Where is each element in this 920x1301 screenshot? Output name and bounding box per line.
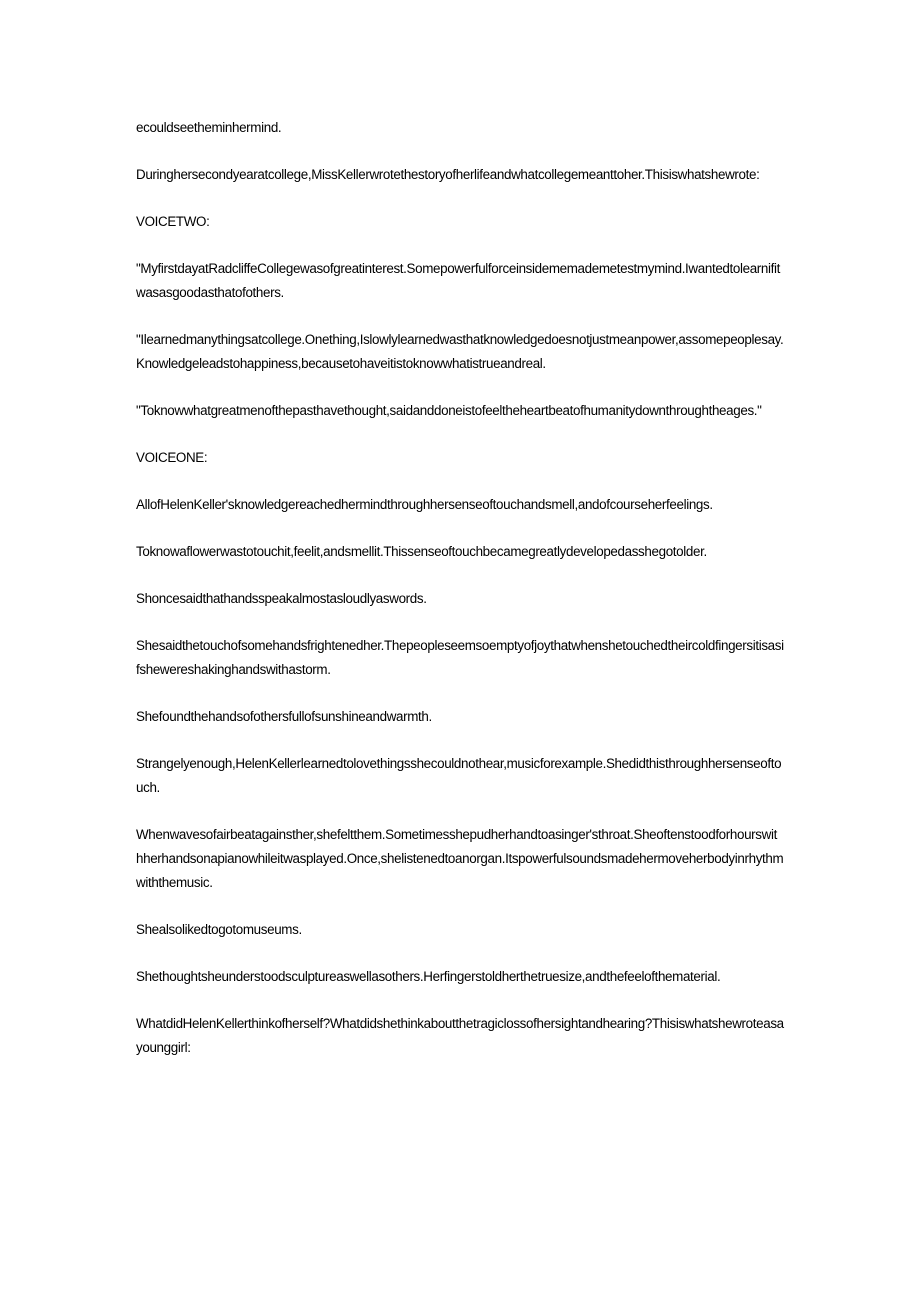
paragraph: Shealsolikedtogotomuseums. (136, 922, 302, 937)
speaker-label: VOICEONE: (136, 450, 208, 465)
paragraph: WhatdidHelenKellerthinkofherself?Whatdidshethinkaboutthetragiclossofhersightandhearing?Thisiswhatshewroteasayounggirl: (136, 1016, 784, 1055)
paragraph: Shethoughtsheunderstoodsculptureaswellasothers.Herfingerstoldherthetruesize,andthefeelofthematerial. (136, 969, 721, 984)
paragraph: "Toknowwhatgreatmenofthepasthavethought,saidanddoneistofeeltheheartbeatofhumanitydownthroughtheages." (136, 403, 762, 418)
paragraph: Strangelyenough,HelenKellerlearnedtolovethingsshecouldnothear,musicforexample.Shedidthisthroughhersenseoftouch. (136, 756, 782, 795)
paragraph: "MyfirstdayatRadcliffeCollegewasofgreatinterest.Somepowerfulforceinsidememademetestmymind.Iwantedtolearnifitwasasgoodasthatofothers. (136, 261, 780, 300)
paragraph: Shefoundthehandsofothersfullofsunshineandwarmth. (136, 709, 432, 724)
paragraph: "Ilearnedmanythingsatcollege.Onething,Islowlylearnedwasthatknowledgedoesnotjustmeanpower,assomepeoplesay.Knowledgeleadstohappiness,becausetohaveitistoknowwhatistrueandreal. (136, 332, 784, 371)
paragraph: ecouldseetheminhermind. (136, 120, 282, 135)
paragraph: Whenwavesofairbeatagainsther,shefeltthem.Sometimesshepudherhandtoasinger'sthroat.Sheoftenstoodforhourswithherhandsonapianowhileitwasplayed.Once,shelistenedtoanorgan.Itspowerfulsoundsmadehermoveherbodyinrhythmwiththemusic. (136, 827, 784, 890)
paragraph: Toknowaflowerwastotouchit,feelit,andsmellit.Thissenseoftouchbecamegreatlydevelopedasshegotolder. (136, 544, 707, 559)
paragraph: Shoncesaidthathandsspeakalmostasloudlyaswords. (136, 591, 427, 606)
speaker-label: VOICETWO: (136, 214, 210, 229)
paragraph: AllofHelenKeller'sknowledgereachedhermindthroughhersenseoftouchandsmell,andofcourseherfeelings. (136, 497, 713, 512)
paragraph: Duringhersecondyearatcollege,MissKellerwrotethestoryofherlifeandwhatcollegemeanttoher.Thisiswhatshewrote: (136, 167, 760, 182)
document-body (136, 116, 784, 1083)
paragraph: Shesaidthetouchofsomehandsfrightenedher.Thepeopleseemsoemptyofjoythatwhenshetouchedtheircoldfingersitisasifshewereshakinghandswithastorm. (136, 638, 784, 677)
